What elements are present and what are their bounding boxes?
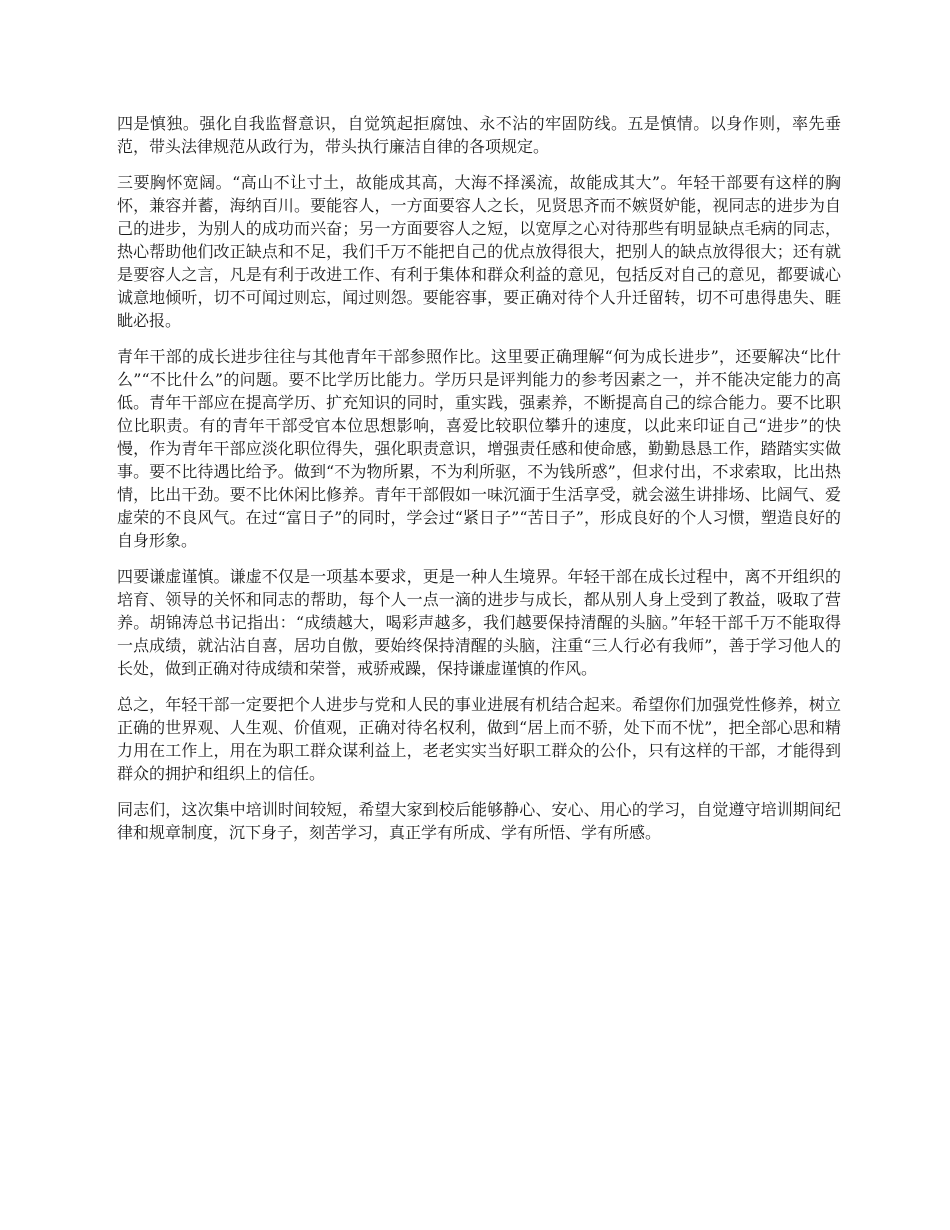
paragraph-6: 同志们，这次集中培训时间较短，希望大家到校后能够静心、安心、用心的学习，自觉遵守培训期间纪律和规章制度，沉下身子，刻苦学习，真正学有所成、学有所悟、学有所感。 [117,800,841,842]
document-body [117,112,841,857]
paragraph-1: 四是慎独。强化自我监督意识，自觉筑起拒腐蚀、永不沾的牢固防线。五是慎情。以身作则，率先垂范，带头法律规范从政行为，带头执行廉洁自律的各项规定。 [117,114,841,156]
paragraph-5: 总之，年轻干部一定要把个人进步与党和人民的事业进展有机结合起来。希望你们加强党性修养，树立正确的世界观、人生观、价值观，正确对待名权利，做到“居上而不骄，处下而不忧”，把全部心思和精力用在工作上，用在为职工群众谋利益上，老老实实当好职工群众的公仆，只有这样的干部，才能得到群众的拥护和组织上的信任。 [117,695,841,783]
paragraph-4: 四要谦虚谨慎。谦虚不仅是一项基本要求，更是一种人生境界。年轻干部在成长过程中，离不开组织的培育、领导的关怀和同志的帮助，每个人一点一滴的进步与成长，都从别人身上受到了教益，吸取了营养。胡锦涛总书记指出：“成绩越大，喝彩声越多，我们越要保持清醒的头脑。”年轻干部千万不能取得一点成绩，就沾沾自喜，居功自傲，要始终保持清醒的头脑，注重“三人行必有我师”，善于学习他人的长处，做到正确对待成绩和荣誉，戒骄戒躁，保持谦虚谨慎的作风。 [117,567,841,678]
paragraph-2: 三要胸怀宽阔。“高山不让寸土，故能成其高，大海不择溪流，故能成其大”。年轻干部要有这样的胸怀，兼容并蓄，海纳百川。要能容人，一方面要容人之长，见贤思齐而不嫉贤妒能，视同志的进步为自己的进步，为别人的成功而兴奋；另一方面要容人之短，以宽厚之心对待那些有明显缺点毛病的同志，热心帮助他们改正缺点和不足，我们千万不能把自己的优点放得很大，把别人的缺点放得很大；还有就是要容人之言，凡是有利于改进工作、有利于集体和群众利益的意见，包括反对自己的意见，都要诚心诚意地倾听，切不可闻过则忘，闻过则怨。要能容事，要正确对待个人升迁留转，切不可患得患失、睚眦必报。 [117,173,841,330]
paragraph-3: 青年干部的成长进步往往与其他青年干部参照作比。这里要正确理解“何为成长进步”，还要解决“比什么”“不比什么”的问题。要不比学历比能力。学历只是评判能力的参考因素之一，并不能决定能力的高低。青年干部应在提高学历、扩充知识的同时，重实践，强素养，不断提高自己的综合能力。要不比职位比职责。有的青年干部受官本位思想影响，喜爱比较职位攀升的速度，以此来印证自己“进步”的快慢，作为青年干部应淡化职位得失，强化职责意识，增强责任感和使命感，勤勤恳恳工作，踏踏实实做事。要不比待遇比给予。做到“不为物所累，不为利所驱，不为钱所惑”，但求付出，不求索取，比出热情，比出干劲。要不比休闲比修养。青年干部假如一味沉湎于生活享受，就会滋生讲排场、比阔气、爱虚荣的不良风气。在过“富日子”的同时，学会过“紧日子”“苦日子”，形成良好的个人习惯，塑造良好的自身形象。 [117,347,841,550]
